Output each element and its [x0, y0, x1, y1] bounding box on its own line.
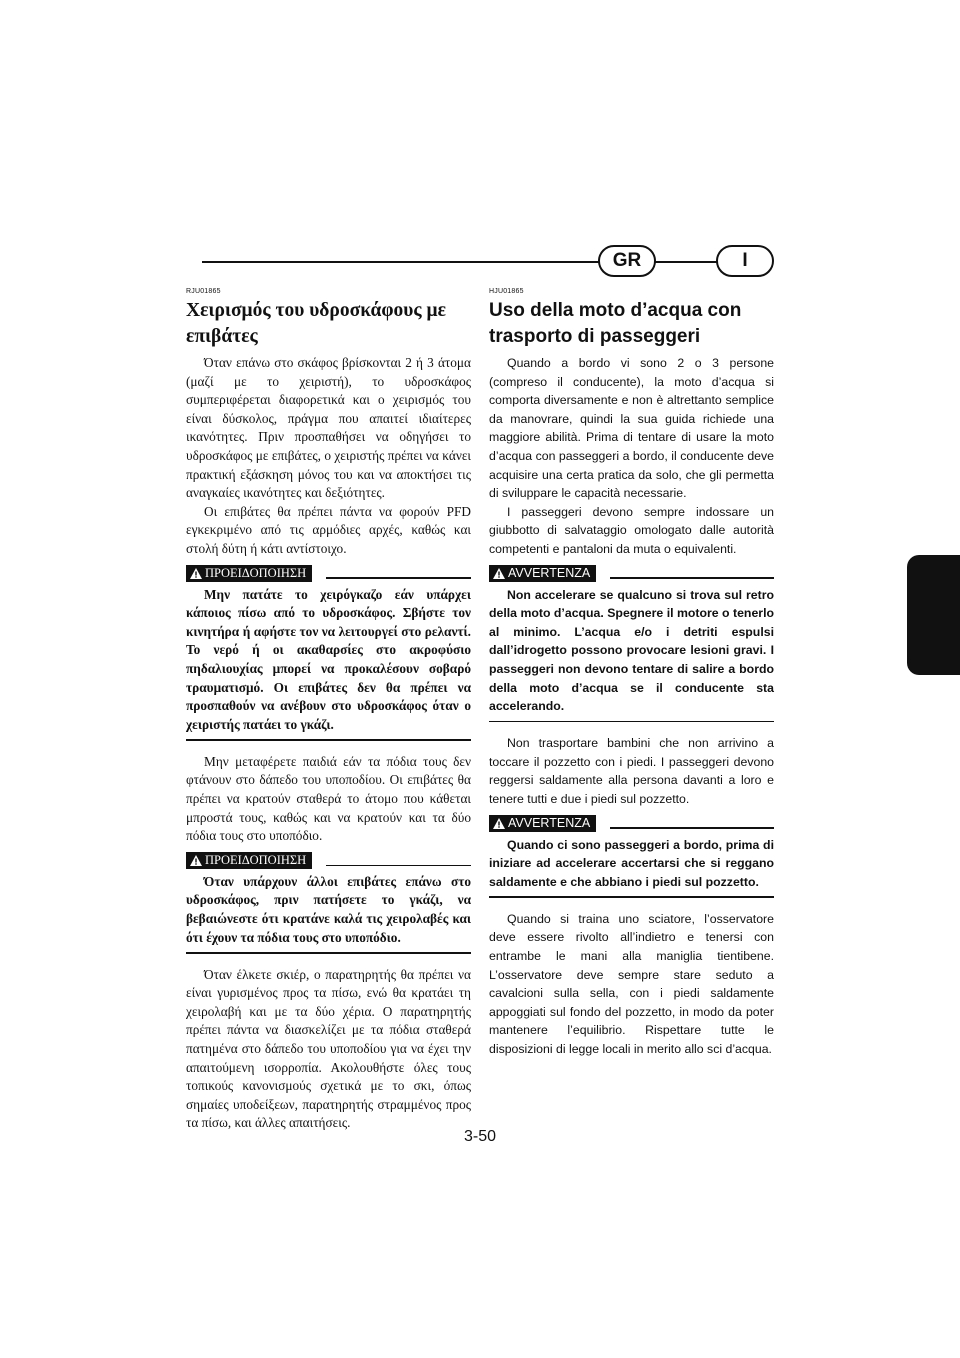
warning-rule: [610, 577, 774, 579]
warning-header: [489, 565, 774, 582]
section-code: HJU01865: [489, 288, 524, 295]
chapter-edge-tab: [907, 555, 960, 675]
warning-end-rule: [489, 896, 774, 898]
warning-label: AVVERTENZA: [508, 816, 591, 831]
warning-label: AVVERTENZA: [508, 566, 591, 581]
warning-header: [489, 815, 774, 832]
warning-rule: [326, 865, 471, 867]
section-title: Χειρισμός του υδροσκάφους με επιβάτες: [186, 300, 446, 347]
warning-header: [186, 852, 471, 869]
italian-column: [489, 288, 774, 1059]
warning-badge: [489, 815, 596, 832]
language-tab-italian: I: [716, 245, 774, 277]
warning-triangle-icon: [190, 855, 202, 866]
page-number: 3-50: [463, 1128, 497, 1145]
language-tab-greek: GR: [598, 245, 656, 277]
warning-triangle-icon: [190, 568, 202, 579]
warning-text: Μην πατάτε το χειρόγκαζο εάν υπάρχει κάποιος πίσω από το υδροσκάφος. Σβήστε τον κινητήρα ή αφήστε τον να λειτουργεί στο ρελαντί. Το νερό ή οι ακαθαρσίες στο ακροφύσιο πηδαλιουχίας μπορεί να προκαλέσουν σοβαρό τραυματισμό. Οι επιβάτες δεν θα πρέπει να προσπαθούν να ανέβουν στο υδροσκάφος όταν ο χειριστής πατάει το γκάζι.: [186, 586, 471, 732]
paragraph: Quando a bordo vi sono 2 o 3 persone (compreso il conducente), la moto d’acqua si comporta diversamente e non è altrettanto semplice da manovrare, quindi la sua guida richiede una maggiore abilità. Prima di tentare di usare la moto d’acqua con passeggeri a bordo, il conducente deve acquisire una certa pratica da solo, che gli permetta di sviluppare le capacità necessarie.: [489, 356, 774, 501]
warning-header: [186, 565, 471, 582]
warning-end-rule: [489, 721, 774, 723]
greek-column: [186, 288, 471, 1133]
paragraph: Quando si traina uno sciatore, l’osservatore deve essere rivolto all’indietro e tenersi con entrambe le mani alla maniglia tientibene. L’osservatore deve sempre stare seduto a cavalcioni sulla sella, con i piedi saldamente appoggiati sul fondo del pozzetto, in modo da poter mantenere l’equilibrio. Rispettare tutte le disposizioni di legge locali in merito allo sci d’acqua.: [489, 911, 774, 1056]
paragraph: Non trasportare bambini che non arrivino a toccare il pozzetto con i piedi. I passeggeri devono reggersi saldamente alla persona davanti a loro e tenere tutti e due i piedi sul pozzetto.: [489, 736, 774, 806]
warning-text: Quando ci sono passeggeri a bordo, prima di iniziare ad accelerare accertarsi che si reggano saldamente e che abbiano i piedi sul pozzetto.: [489, 837, 774, 889]
warning-text: Όταν υπάρχουν άλλοι επιβάτες επάνω στο υδροσκάφος, πριν πατήσετε το γκάζι, να βεβαιώνεστε ότι κρατάνε καλά τις χειρολαβές και ότι έχουν τα πόδια τους στο υποπόδιο.: [186, 873, 471, 945]
warning-end-rule: [186, 739, 471, 741]
page-header: [186, 245, 774, 277]
paragraph: Μην μεταφέρετε παιδιά εάν τα πόδια τους δεν φτάνουν στο δάπεδο του υποποδίου. Οι επιβάτες θα πρέπει να κρατούν σταθερά το άτομο που κάθεται μπροστά τους, καθώς και να κρατούν και τα δύο πόδια τους στο υποπόδιο.: [186, 753, 471, 844]
warning-rule: [610, 827, 774, 829]
warning-triangle-icon: [493, 568, 505, 579]
paragraph: I passeggeri devono sempre indossare un giubbotto di salvataggio omologato dalle autorità competenti e pantaloni da muta o equivalenti.: [489, 504, 774, 556]
paragraph: Όταν επάνω στο σκάφος βρίσκονται 2 ή 3 άτομα (μαζί με το χειριστή), το υδροσκάφος συμπεριφέρεται διαφορετικά και ο χειρισμός του είναι δύσκολος, πράγμα που απαιτεί ιδιαίτερες ικανότητες. Πριν προσπαθήσει να οδηγήσει το υδροσκάφος με επιβάτες, ο χειριστής πρέπει να κάνει πρακτική εξάσκηση μόνος του και να αποκτήσει τις αναγκαίες ικανότητες και δεξιότητες.: [186, 355, 471, 501]
paragraph: Όταν έλκετε σκιέρ, ο παρατηρητής θα πρέπει να είναι γυρισμένος προς τα πίσω, ενώ θα κρατάει τη χειρολαβή και με τα δύο χέρια. Ο παρατηρητής πρέπει πάντα να διασκελίζει με τα πόδια σταθερά πατημένα στο δάπεδο του υποποδίου για να έχει την απαιτούμενη ισορροπία. Ακολουθήστε όλες τους τοπικούς κανονισμούς σχετικά με το σκι, όπως σημαίες υποδείξεων, παρατηρητής στραμμένος προς τα πίσω, και άλλες απαιτήσεις.: [186, 966, 471, 1131]
section-title: Uso della moto d’acqua con trasporto di passeggeri: [489, 300, 742, 347]
paragraph: Οι επιβάτες θα πρέπει πάντα να φορούν PFD εγκεκριμένο από τις αρμόδιες αρχές, καθώς και στολή δύτη ή κάτι αντίστοιχο.: [186, 503, 471, 556]
warning-rule: [326, 577, 471, 579]
warning-badge: [186, 852, 312, 869]
warning-badge: [489, 565, 596, 582]
section-code: RJU01865: [186, 288, 221, 295]
warning-triangle-icon: [493, 818, 505, 829]
warning-label: ΠΡΟΕΙΔΟΠΟΙΗΣΗ: [205, 565, 307, 580]
warning-end-rule: [186, 952, 471, 954]
warning-label: ΠΡΟΕΙΔΟΠΟΙΗΣΗ: [205, 852, 307, 867]
warning-badge: [186, 565, 312, 582]
header-rule: [202, 261, 758, 263]
warning-text: Non accelerare se qualcuno si trova sul retro della moto d’acqua. Spegnere il motore o tenerlo al minimo. L’acqua e/o i detriti espulsi dall’idrogetto possono provocare lesioni gravi. I passeggeri non devono tentare di salire a bordo della moto d’acqua se il conducente sta accelerando.: [489, 587, 774, 714]
